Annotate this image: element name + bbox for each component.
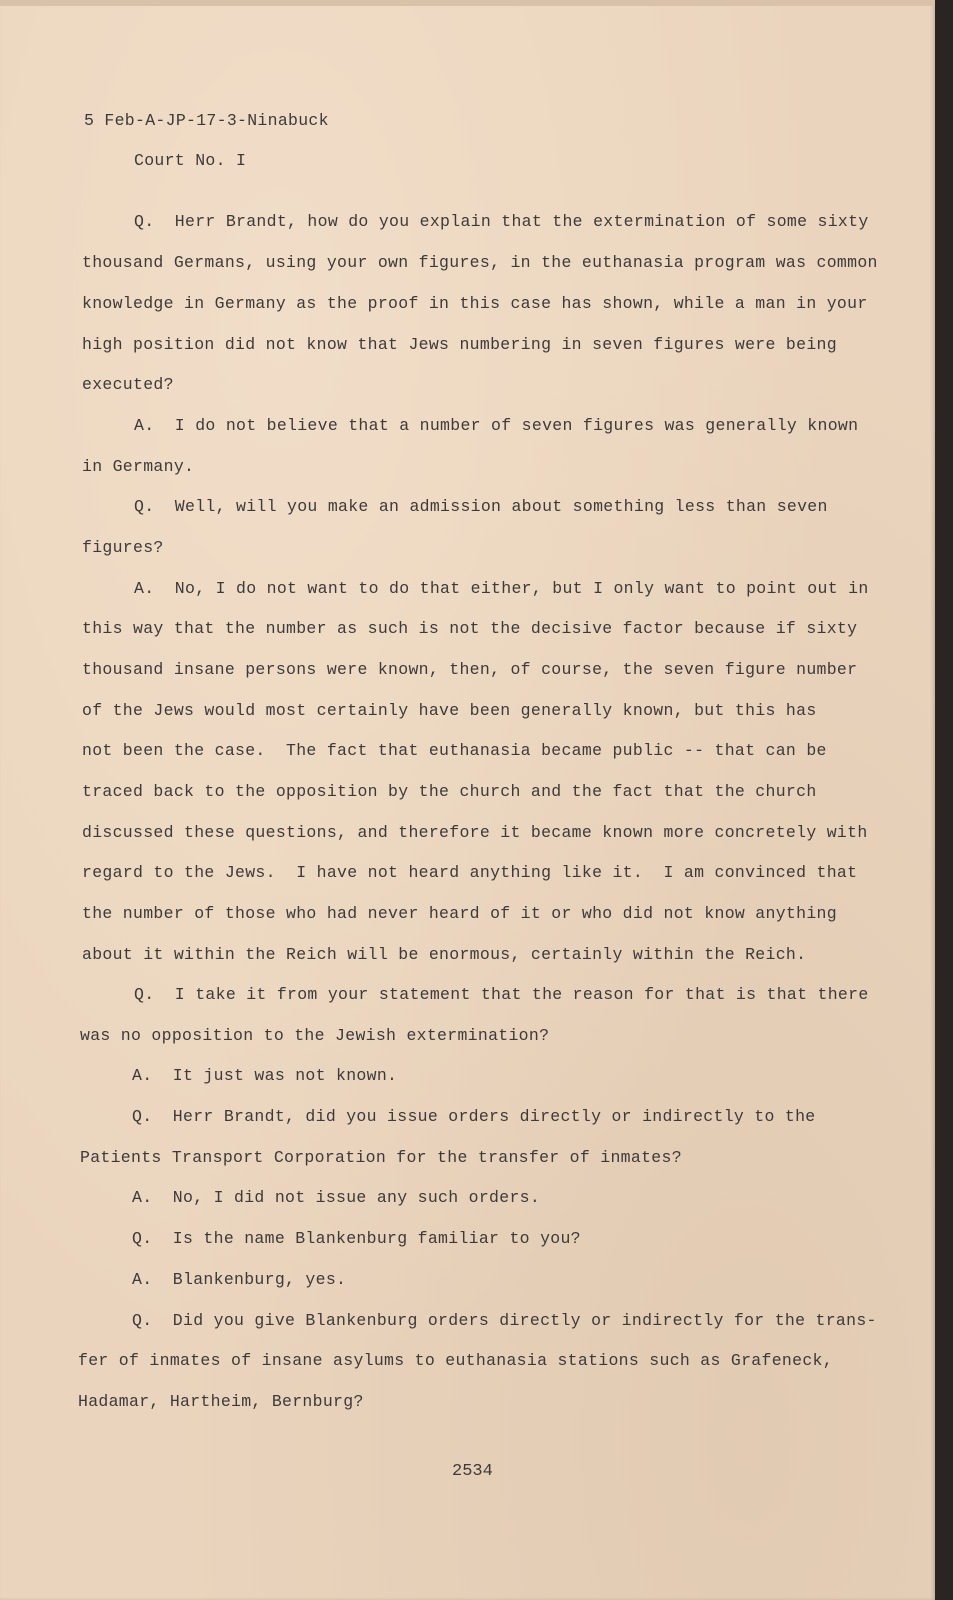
text-line: executed? [82, 375, 174, 394]
document-id: 5 Feb-A-JP-17-3-Ninabuck [84, 111, 329, 130]
text-line: Q. Herr Brandt, how do you explain that the extermination of some sixty [134, 212, 869, 231]
text-line: the number of those who had never heard of it or who did not know anything [82, 904, 837, 923]
text-line: A. No, I did not issue any such orders. [132, 1188, 541, 1207]
text-line: A. I do not believe that a number of seven figures was generally known [134, 416, 859, 435]
text-line: Patients Transport Corporation for the transfer of inmates? [80, 1148, 682, 1167]
text-line: regard to the Jews. I have not heard anything like it. I am convinced that [82, 863, 858, 882]
text-line: in Germany. [82, 457, 195, 476]
text-line: about it within the Reich will be enormous, certainly within the Reich. [82, 945, 807, 964]
text-line: A. No, I do not want to do that either, but I only want to point out in [134, 579, 869, 598]
text-line: Q. Is the name Blankenburg familiar to you? [132, 1229, 581, 1248]
text-line: A. Blankenburg, yes. [132, 1270, 347, 1289]
text-line: Hadamar, Hartheim, Bernburg? [78, 1392, 364, 1411]
text-line: was no opposition to the Jewish extermination? [80, 1026, 550, 1045]
text-line: Q. I take it from your statement that the reason for that is that there [134, 985, 869, 1004]
page-number: 2534 [452, 1462, 493, 1481]
text-line: fer of inmates of insane asylums to euthanasia stations such as Grafeneck, [78, 1351, 833, 1370]
text-line: A. It just was not known. [132, 1066, 398, 1085]
text-line: knowledge in Germany as the proof in this case has shown, while a man in your [82, 294, 868, 313]
text-line: discussed these questions, and therefore it became known more concretely with [82, 823, 868, 842]
court-label: Court No. I [134, 151, 247, 170]
text-line: Q. Did you give Blankenburg orders directly or indirectly for the trans- [132, 1311, 877, 1330]
text-line: thousand Germans, using your own figures, in the euthanasia program was common [82, 253, 878, 272]
text-line: figures? [82, 538, 164, 557]
text-line: this way that the number as such is not the decisive factor because if sixty [82, 619, 858, 638]
text-line: high position did not know that Jews numbering in seven figures were being [82, 335, 837, 354]
text-line: of the Jews would most certainly have been generally known, but this has [82, 701, 817, 720]
text-line: thousand insane persons were known, then, of course, the seven figure number [82, 660, 858, 679]
text-line: Q. Herr Brandt, did you issue orders directly or indirectly to the [132, 1107, 816, 1126]
text-line: not been the case. The fact that euthanasia became public -- that can be [82, 741, 827, 760]
text-line: Q. Well, will you make an admission about something less than seven [134, 497, 828, 516]
text-line: traced back to the opposition by the church and the fact that the church [82, 782, 817, 801]
